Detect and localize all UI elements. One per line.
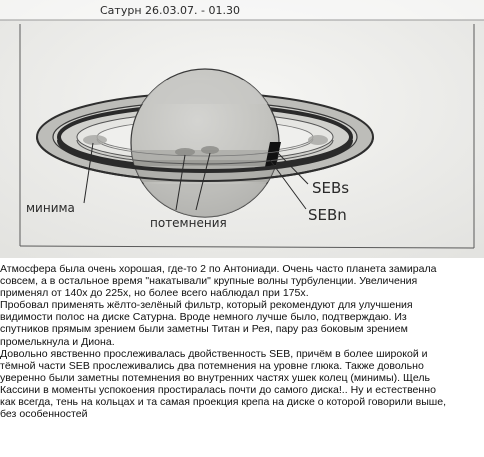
notes-line: Атмосфера была очень хорошая, где-то 2 по Антониади. Очень часто планета замирала (0, 263, 437, 275)
sketch-header: Сатурн 26.03.07. - 01.30 (100, 4, 240, 17)
minima-left (83, 135, 107, 145)
darkening-1 (175, 148, 195, 156)
notes-line: Довольно явственно прослеживалась двойственность SEB, причём в более широкой и (0, 347, 428, 360)
notes-line: совсем, а в остальное время "накатывали" крупные волны турбуленции. Увеличения (0, 275, 418, 288)
header-strip (0, 0, 484, 20)
notes-line: уверенно были заметны потемнения во внутренних частях ушек колец (минимы). Щель (0, 371, 431, 384)
darkening-2 (201, 146, 219, 154)
observation-notes (0, 263, 484, 457)
minima-right (308, 135, 328, 145)
notes-line: Кассини в моменты успокоения простиралась почти до самого диска!.. Ну и естественно (0, 383, 436, 396)
notes-line: видимости полос на диске Сатурна. Вроде немного лучше было, подтверждаю. Из (0, 311, 407, 324)
label-darkenings: потемнения (150, 216, 227, 230)
notes-line: спутников прямым зрением были заметны Титан и Рея, пару раз боковым зрением (0, 323, 408, 336)
label-seb-n: SEBn (308, 206, 347, 224)
label-seb-s: SEBs (312, 179, 350, 197)
notes-line: без особенностей (0, 408, 88, 421)
notes-line: тёмной части SEB прослеживались два потемнения на уровне глюка. Также довольно (0, 359, 424, 372)
notes-line: промелькнула и Диона. (0, 335, 115, 348)
notes-line: как всегда, тень на кольцах и та самая проекция крепа на диске о которой говорили выше, (0, 396, 447, 409)
label-minima: минима (26, 201, 75, 215)
notes-line: применял от 140х до 225х, но более всего наблюдал при 175х. (0, 287, 309, 300)
notes-line: Пробовал применять жёлто-зелёный фильтр, который рекомендуют для улучшения (0, 299, 413, 312)
